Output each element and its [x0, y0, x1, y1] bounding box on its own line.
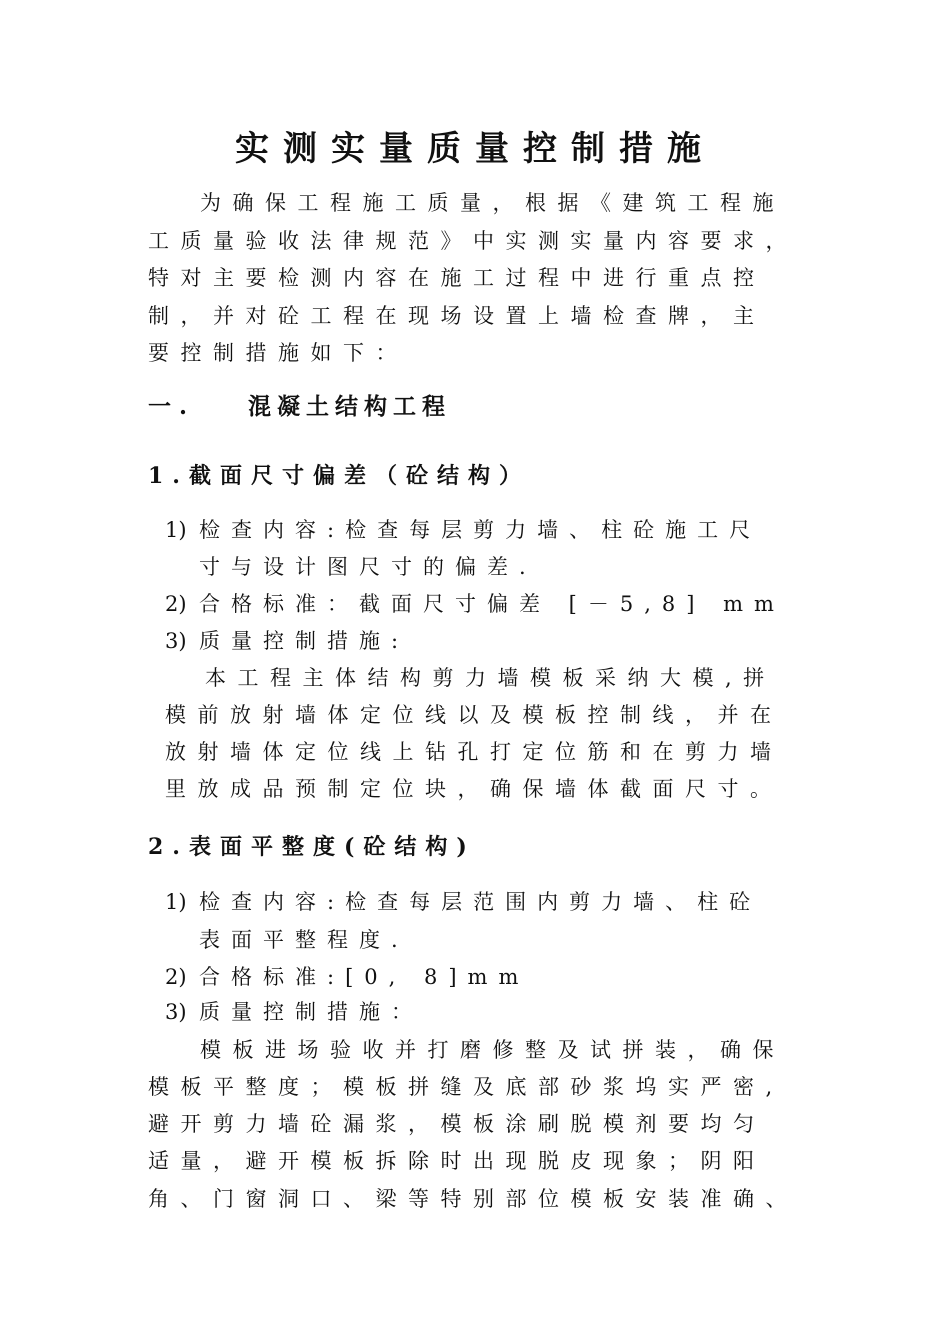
list-number: 2) — [165, 965, 187, 989]
section-title: 混凝土结构工程 — [248, 393, 451, 420]
measure-line: 模板进场验收并打磨修整及试拼装，确保 — [200, 1038, 785, 1062]
list-text: 合格标准：截面尺寸偏差 [－5,8] mm — [199, 592, 785, 616]
list-item — [165, 627, 409, 655]
list-item-continuation: 表面平整程度. — [199, 928, 409, 952]
measure-line: 避开剪力墙砼漏浆，模板涂刷脱模剂要均匀 — [148, 1112, 766, 1136]
list-number: 3) — [165, 629, 187, 653]
measure-line: 适量，避开模板拆除时出现脱皮现象；阴阳 — [148, 1149, 766, 1173]
measure-line: 模板平整度；模板拼缝及底部砂浆坞实严密, — [148, 1075, 784, 1099]
intro-line-2: 工质量验收法律规范》中实测实量内容要求， — [148, 229, 798, 253]
list-text: 质量控制措施: — [199, 629, 410, 653]
list-item — [165, 590, 785, 618]
list-number: 2) — [165, 592, 187, 616]
list-text: 检查内容:检查每层范围内剪力墙、柱砼 — [199, 890, 762, 914]
intro-line-5: 要控制措施如下： — [148, 341, 408, 365]
subsection-heading-2: 2.表面平整度(砼结构) — [148, 834, 476, 860]
list-text: 检查内容:检查每层剪力墙、柱砼施工尺 — [199, 518, 762, 542]
intro-line-1: 为确保工程施工质量，根据《建筑工程施 — [200, 191, 785, 215]
measure-line: 本工程主体结构剪力墙模板采纳大模,拼 — [205, 666, 776, 690]
measure-line: 里放成品预制定位块，确保墙体截面尺寸。 — [165, 777, 783, 801]
list-text: 质量控制措施： — [199, 1000, 423, 1024]
section-heading — [148, 388, 451, 421]
list-number: 3) — [165, 1000, 187, 1024]
list-item — [165, 516, 761, 544]
measure-line: 放射墙体定位线上钻孔打定位筋和在剪力墙 — [165, 740, 783, 764]
list-item — [165, 998, 423, 1026]
list-item — [165, 963, 529, 991]
list-item-continuation: 寸与设计图尺寸的偏差. — [199, 555, 537, 579]
measure-line: 角、门窗洞口、梁等特别部位模板安装准确、 — [148, 1187, 798, 1211]
list-number: 1) — [165, 518, 187, 542]
list-text: 合格标准:[0, 8]mm — [199, 965, 530, 989]
document-title: 实测实量质量控制措施 — [235, 129, 715, 169]
intro-line-4: 制，并对砼工程在现场设置上墙检查牌，主 — [148, 304, 766, 328]
list-number: 1) — [165, 890, 187, 914]
subsection-heading-1: 1.截面尺寸偏差（砼结构） — [148, 463, 530, 489]
measure-line: 模前放射墙体定位线以及模板控制线，并在 — [165, 703, 783, 727]
list-item — [165, 888, 761, 916]
intro-line-3: 特对主要检测内容在施工过程中进行重点控 — [148, 266, 766, 290]
section-number: 一. — [148, 393, 196, 420]
